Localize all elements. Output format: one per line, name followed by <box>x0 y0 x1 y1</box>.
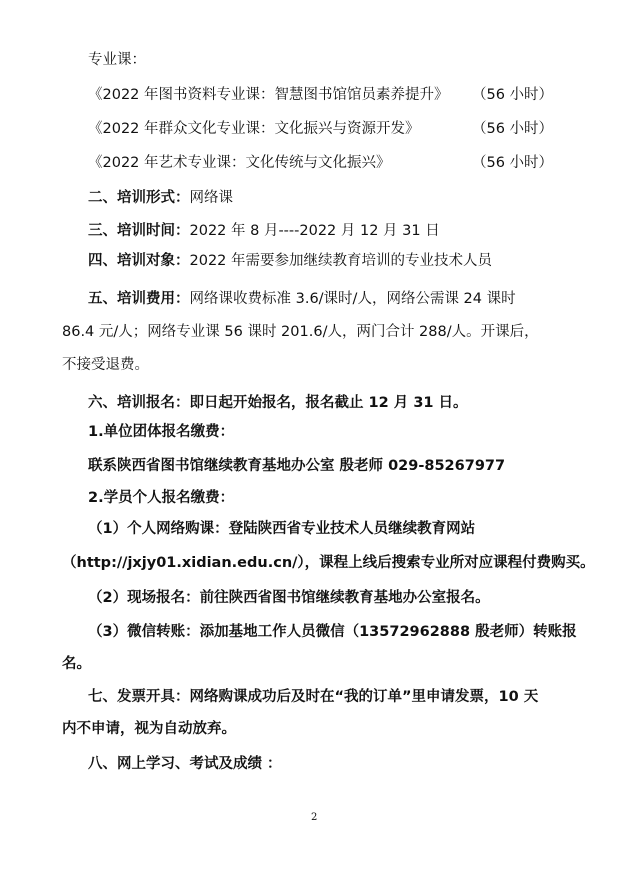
section-heading: 三、培训时间： <box>88 223 190 239</box>
professional-courses-label: 专业课： <box>88 52 146 68</box>
section-heading: 四、培训对象： <box>88 253 190 269</box>
personal-registration-title: 2.学员个人报名缴费： <box>88 490 235 506</box>
section-text: 网络课 <box>189 190 233 206</box>
course-name: 《2022 年艺术专业课：文化传统与文化振兴》 <box>88 155 391 171</box>
section-text: 2022 年需要参加继续教育培训的专业技术人员 <box>189 253 493 269</box>
invoice-line: 内不申请，视为自动放弃。 <box>62 721 236 737</box>
wechat-transfer-line: 名。 <box>62 656 91 672</box>
section-heading: 五、培训费用： <box>88 291 190 307</box>
section-text: 2022 年 8 月----2022 月 12 月 31 日 <box>189 223 440 239</box>
section-text: 网络课收费标准 3.6/课时/人，网络公需课 24 课时 <box>189 291 516 307</box>
unit-contact: 联系陕西省图书馆继续教育基地办公室 殷老师 029-85267977 <box>88 458 506 474</box>
invoice-line: 七、发票开具：网络购课成功后及时在“我的订单”里申请发票，10 天 <box>88 689 539 705</box>
section-heading: 二、培训形式： <box>88 190 190 206</box>
online-purchase-line: （http://jxjy01.xidian.edu.cn/），课程上线后搜索专业所对应课程付费购买。 <box>62 555 595 571</box>
section-registration-heading: 六、培训报名：即日起开始报名，报名截止 12 月 31 日。 <box>88 395 468 411</box>
section-training-target <box>88 251 492 271</box>
unit-registration-title: 1.单位团体报名缴费： <box>88 424 235 440</box>
page-number: 2 <box>311 812 318 823</box>
section-training-fee <box>88 289 516 309</box>
section-online-study-heading: 八、网上学习、考试及成绩 ： <box>88 756 282 772</box>
wechat-transfer-line: （3）微信转账：添加基地工作人员微信（13572962888 殷老师）转账报 <box>88 624 577 640</box>
course-name: 《2022 年群众文化专业课：文化振兴与资源开发》 <box>88 121 420 137</box>
section-training-format <box>88 188 233 208</box>
course-hours: （56 小时） <box>472 121 554 137</box>
fee-text-line: 不接受退费。 <box>62 357 149 373</box>
course-name: 《2022 年图书资料专业课：智慧图书馆馆员素养提升》 <box>88 87 449 103</box>
section-training-time <box>88 221 440 241</box>
onsite-registration: （2）现场报名：前往陕西省图书馆继续教育基地办公室报名。 <box>88 590 490 606</box>
course-hours: （56 小时） <box>472 87 554 103</box>
course-hours: （56 小时） <box>472 155 554 171</box>
online-purchase-line: （1）个人网络购课：登陆陕西省专业技术人员继续教育网站 <box>88 521 476 537</box>
fee-text-line: 86.4 元/人；网络专业课 56 课时 201.6/人，两门合计 288/人。开课后， <box>62 324 539 340</box>
